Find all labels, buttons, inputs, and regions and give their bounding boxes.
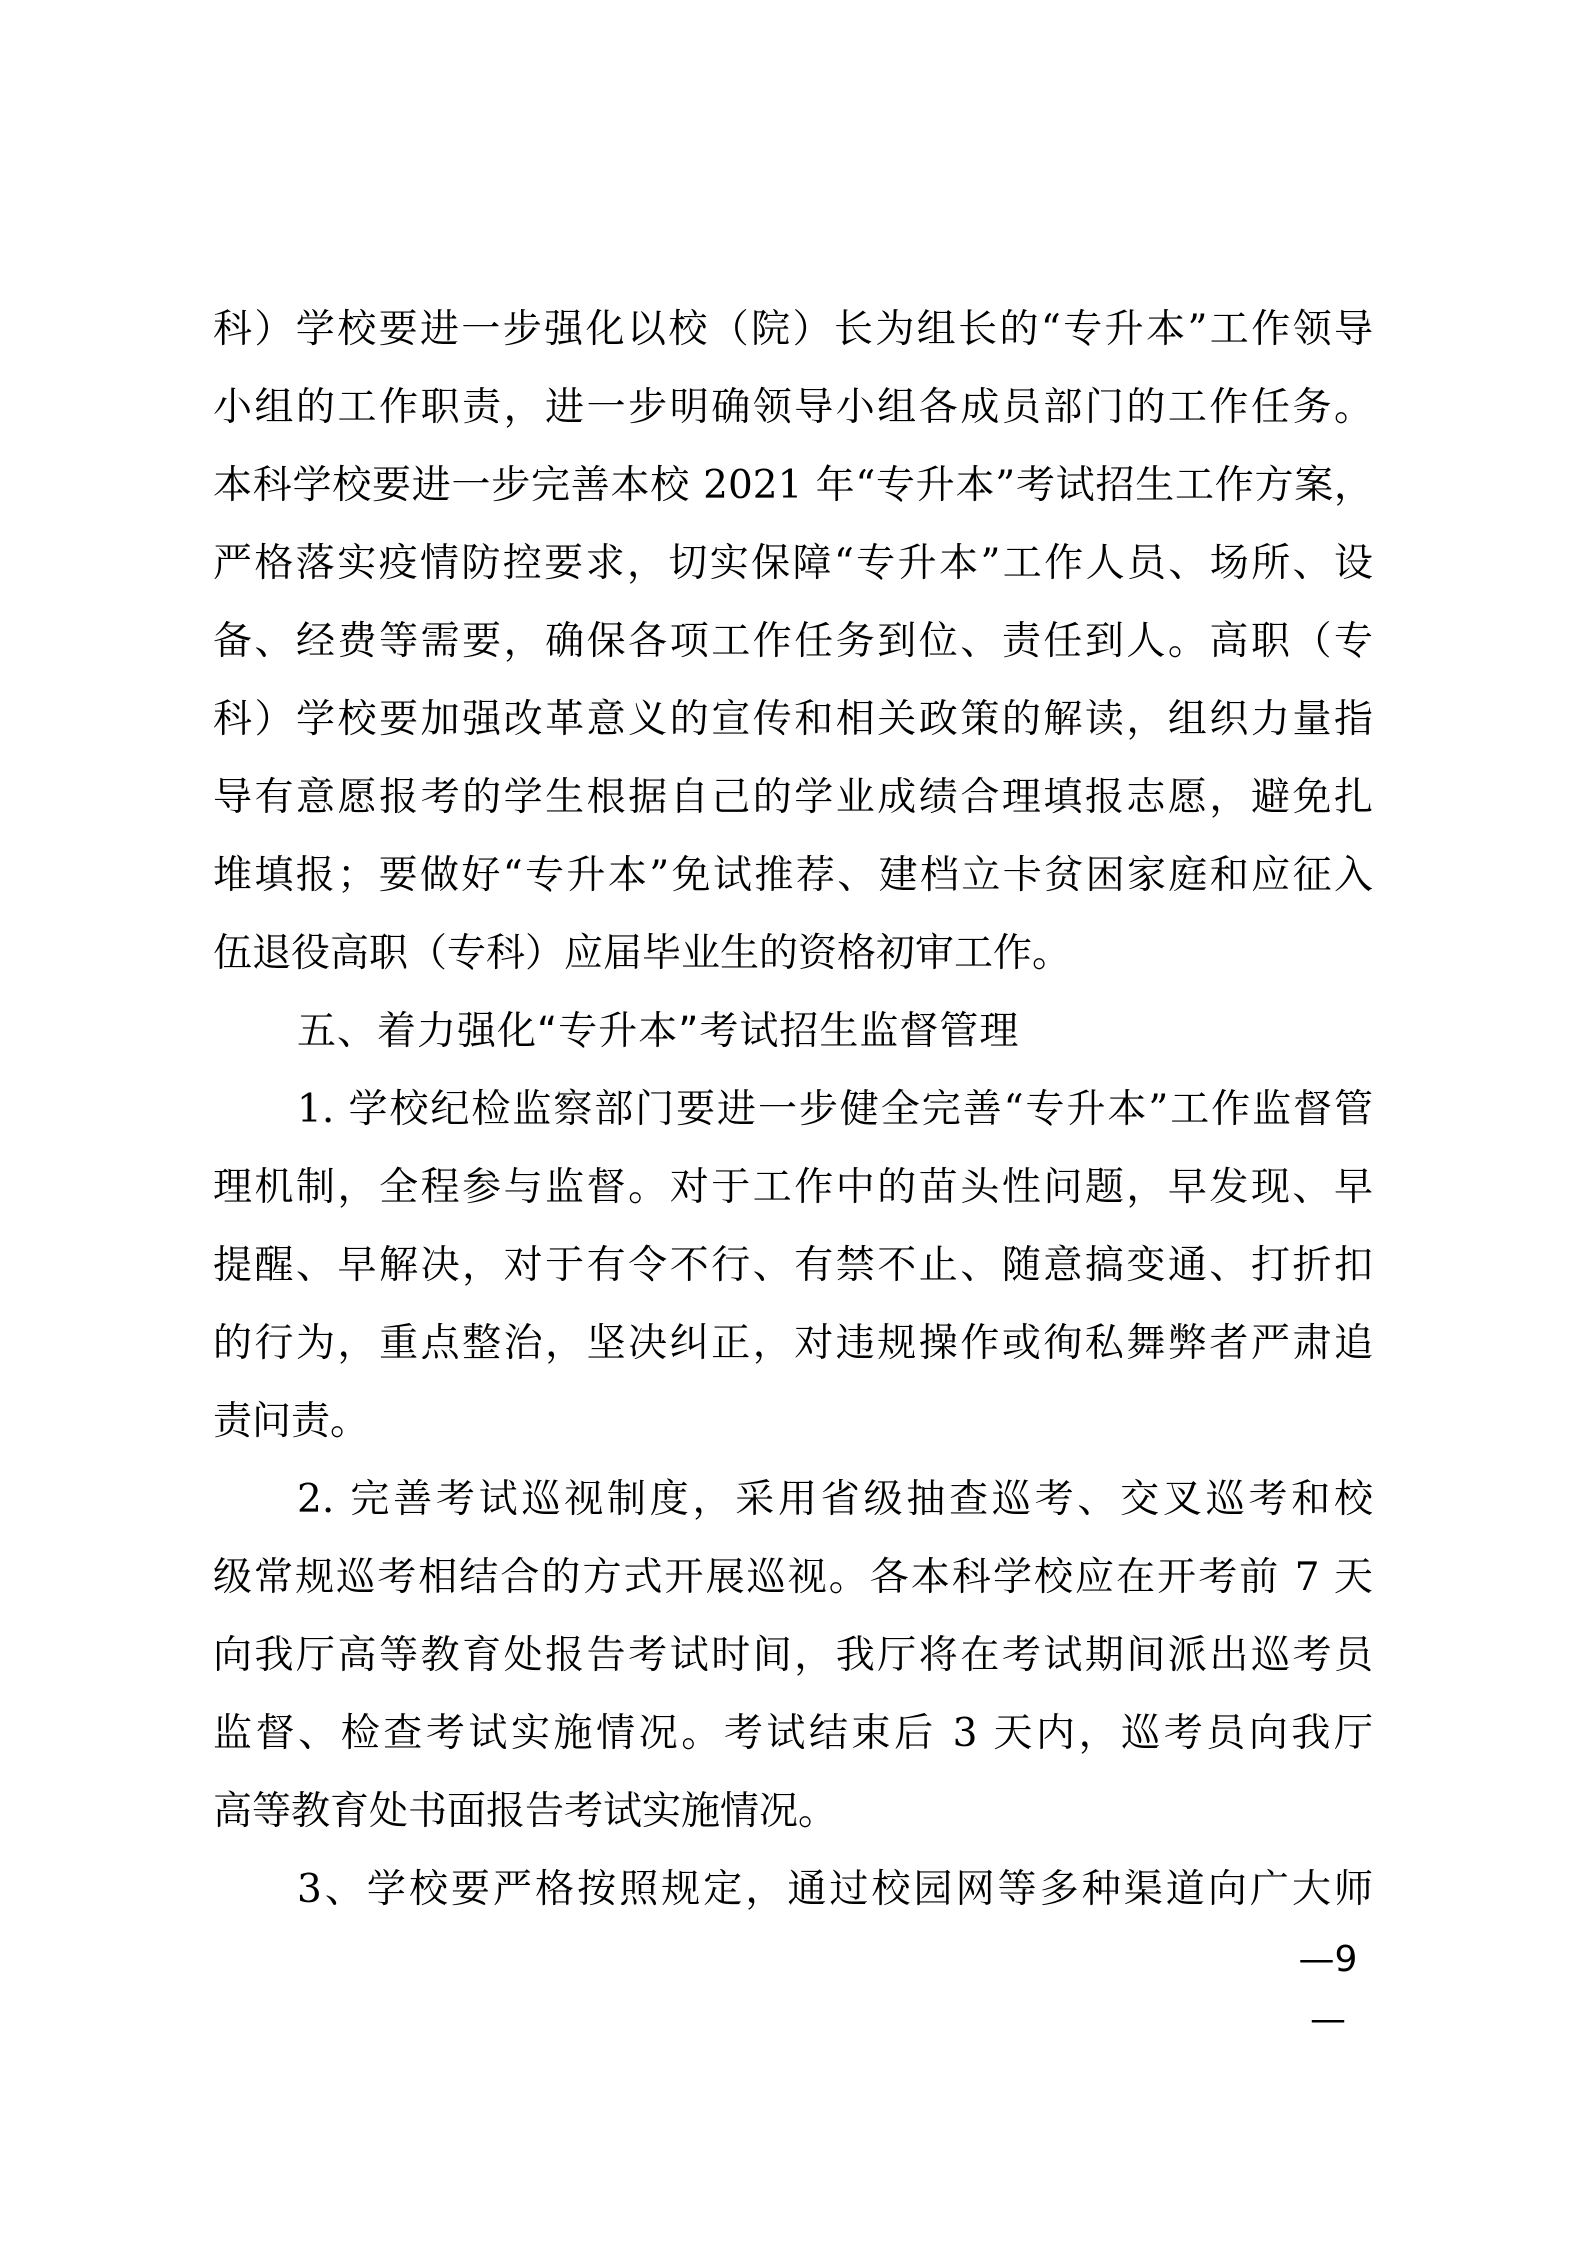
- body-line: 科）学校要进一步强化以校（院）长为组长的“专升本”工作领导: [213, 307, 1373, 352]
- body-line: 监督、检查考试实施情况。考试结束后 3 天内，巡考员向我厅: [213, 1711, 1373, 1756]
- section-heading: 五、着力强化“专升本”考试招生监督管理: [297, 1009, 1020, 1054]
- paragraph-start-line: 2. 完善考试巡视制度，采用省级抽查巡考、交叉巡考和校: [297, 1477, 1373, 1522]
- document-body: [213, 291, 1373, 1929]
- body-line: 本科学校要进一步完善本校 2021 年“专升本”考试招生工作方案，: [213, 463, 1373, 508]
- body-line: 堆填报；要做好“专升本”免试推荐、建档立卡贫困家庭和应征入: [213, 853, 1373, 898]
- body-line: 向我厅高等教育处报告考试时间，我厅将在考试期间派出巡考员: [213, 1633, 1373, 1678]
- body-line: 提醒、早解决，对于有令不行、有禁不止、随意搞变通、打折扣: [213, 1243, 1373, 1288]
- body-line: 理机制，全程参与监督。对于工作中的苗头性问题，早发现、早: [213, 1165, 1373, 1210]
- body-line: 导有意愿报考的学生根据自己的学业成绩合理填报志愿，避免扎: [213, 775, 1373, 820]
- body-line: 的行为，重点整治，坚决纠正，对违规操作或徇私舞弊者严肃追: [213, 1321, 1373, 1366]
- body-line: 高等教育处书面报告考试实施情况。: [213, 1789, 838, 1834]
- paragraph-start-line: 1. 学校纪检监察部门要进一步健全完善“专升本”工作监督管: [297, 1087, 1373, 1132]
- page-number: —9—: [1298, 1939, 1358, 2040]
- body-line: 小组的工作职责，进一步明确领导小组各成员部门的工作任务。: [213, 385, 1373, 430]
- body-line: 责问责。: [213, 1399, 370, 1444]
- paragraph-start-line: 3、学校要严格按照规定，通过校园网等多种渠道向广大师: [297, 1867, 1373, 1912]
- body-line: 科）学校要加强改革意义的宣传和相关政策的解读，组织力量指: [213, 697, 1373, 742]
- body-line: 伍退役高职（专科）应届毕业生的资格初审工作。: [213, 931, 1072, 976]
- body-line: 备、经费等需要，确保各项工作任务到位、责任到人。高职（专: [213, 619, 1373, 664]
- body-line: 严格落实疫情防控要求，切实保障“专升本”工作人员、场所、设: [213, 541, 1373, 586]
- body-line: 级常规巡考相结合的方式开展巡视。各本科学校应在开考前 7 天: [213, 1555, 1373, 1600]
